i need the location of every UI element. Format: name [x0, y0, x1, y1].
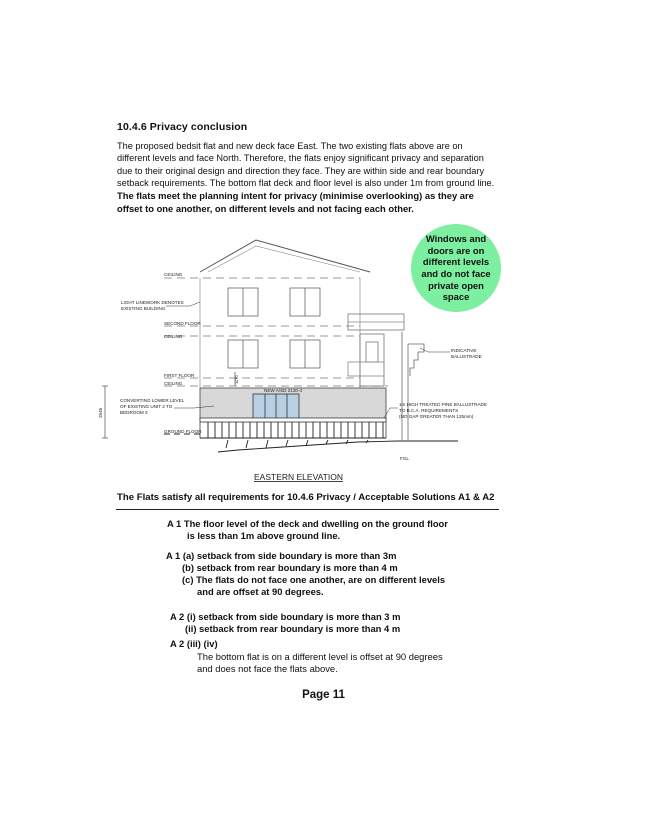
req-a2iii: A 2 (iii) (iv): [170, 638, 218, 649]
label-balustrade-2: BALUSTRADE: [451, 354, 482, 359]
label-converting-1: CONVERTING LOWER LEVEL: [120, 398, 185, 403]
bold-line: offset to one another, on different levels and not facing each other.: [117, 202, 414, 214]
req-a1c-line2: and are offset at 90 degrees.: [197, 586, 324, 597]
label-converting-2: OF EXISTING UNIT 2 TO: [120, 404, 173, 409]
privacy-callout: [411, 224, 501, 312]
label-pine-3: (NO GAP GREATER THAN 125mm): [399, 414, 474, 419]
label-second-floor: SECOND FLOOR: [164, 321, 201, 326]
paragraph-line: The proposed bedsit flat and new deck face East. The two existing flats above are on: [117, 141, 463, 151]
bold-line: The flats meet the planning intent for privacy (minimise overlooking) as they are: [117, 190, 474, 201]
label-ceiling-low: CEILING: [164, 381, 183, 386]
label-light-linework-1: LIGHT LINEWORK DENOTES: [121, 300, 184, 305]
req-a1-line2: is less than 1m above ground line.: [187, 530, 341, 541]
label-pine-2: TO B.C.A. REQUIREMENTS: [399, 408, 459, 413]
callout-line: space: [442, 291, 470, 303]
intro-paragraph: [117, 140, 512, 189]
req-a1b: (b) setback from rear boundary is more than 4 m: [182, 562, 398, 573]
callout-line: doors are on: [427, 244, 485, 256]
dim-small: 1170: [234, 375, 239, 384]
req-a2iii-line1: The bottom flat is on a different level is offset at 90 degrees: [197, 651, 443, 662]
label-light-linework-2: EXISTING BUILDING: [121, 306, 166, 311]
conclusion-paragraph: [117, 190, 512, 215]
req-a1a: A 1 (a) setback from side boundary is more than 3m: [166, 550, 397, 561]
requirements-summary: The Flats satisfy all requirements for 10.4.6 Privacy / Acceptable Solutions A1 & A2: [117, 492, 495, 503]
label-ceiling-mid: CEILING: [164, 334, 183, 339]
elevation-title: EASTERN ELEVATION: [254, 472, 343, 482]
roof-line: [200, 240, 370, 272]
paragraph-line: different levels and face North. Therefore, the flats enjoy significant privacy and separation: [117, 153, 484, 164]
sliding-door: [253, 394, 299, 420]
label-converting-3: BEDROOM 3: [120, 410, 148, 415]
req-a1-line1: A 1 The floor level of the deck and dwelling on the ground floor: [167, 518, 448, 529]
label-pine-1: 1m HIGH TREATED PINE BALLUSTRADE: [399, 402, 487, 407]
req-a2i: A 2 (i) setback from side boundary is more than 3 m: [170, 611, 401, 622]
divider-rule: [116, 509, 499, 510]
deck-balustrade: [200, 418, 386, 438]
label-fgl: FGL: [400, 456, 409, 461]
label-door: NEW A/SD 2130-4: [264, 388, 303, 393]
label-ceiling-top: CEILING: [164, 272, 183, 277]
req-a2iii-line2: and does not face the flats above.: [197, 663, 338, 674]
paragraph-line: due to their original design and direction they face. They are within side and rear boundary: [117, 165, 485, 176]
callout-line: Windows and: [425, 233, 487, 245]
paragraph-line: setback requirements. The bottom flat deck and floor level is also under 1m from ground line.: [117, 177, 495, 188]
callout-line: private open: [428, 279, 484, 291]
dim-height: 2545: [98, 407, 103, 418]
page-number: Page 11: [302, 689, 345, 701]
label-ground-floor: GROUND FLOOR: [164, 429, 202, 434]
callout-line: different levels: [422, 256, 490, 268]
callout-line: and do not face: [421, 268, 491, 279]
label-first-floor: FIRST FLOOR: [164, 373, 195, 378]
section-heading: 10.4.6 Privacy conclusion: [117, 121, 248, 133]
req-a1c-line1: (c) The flats do not face one another, are on different levels: [182, 574, 446, 585]
req-a2ii: (ii) setback from rear boundary is more than 4 m: [185, 623, 401, 634]
label-balustrade-1: INDICATIVE: [451, 348, 477, 353]
